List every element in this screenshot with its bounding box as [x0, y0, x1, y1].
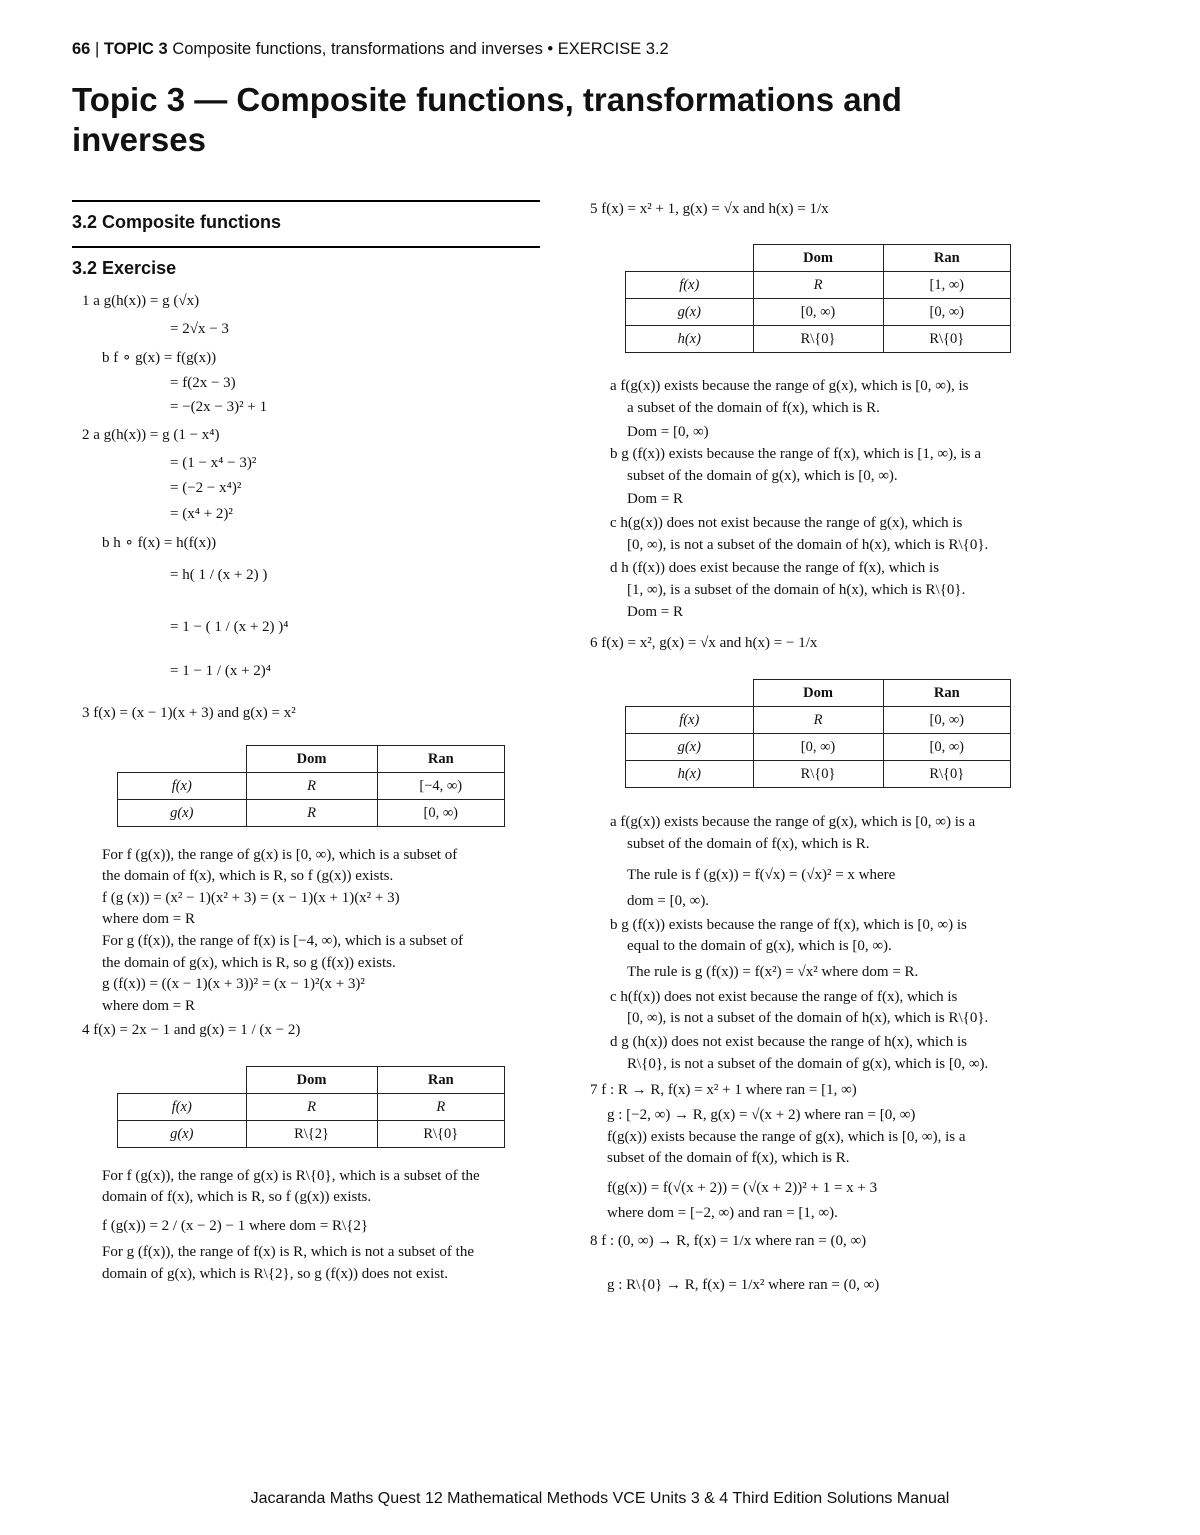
q2b-line-2: = h( 1 / (x + 2) ) — [170, 567, 268, 583]
q5-head: 5 f(x) = x² + 1, g(x) = √x and h(x) = 1/x — [590, 201, 829, 217]
table-header-ran: Ran — [883, 245, 1011, 272]
q3-text-line: the domain of g(x), which is R, so g (f(x)) exists. — [102, 955, 396, 971]
q5-text-line: Dom = R — [627, 604, 683, 620]
q3-head: 3 f(x) = (x − 1)(x + 3) and g(x) = x² — [82, 705, 296, 721]
table-row — [626, 272, 1011, 299]
q7-text-line: subset of the domain of f(x), which is R. — [607, 1150, 850, 1166]
q6-text-line: The rule is f (g(x)) = f(√x) = (√x)² = x where — [627, 867, 896, 883]
table-header-row — [118, 746, 505, 773]
table-row — [626, 734, 1011, 761]
q6-text-line: The rule is g (f(x)) = f(x²) = √x² where dom = R. — [627, 964, 919, 980]
q4-head: 4 f(x) = 2x − 1 and g(x) = 1 / (x − 2) — [82, 1022, 301, 1038]
q2b-line-1: b h ∘ f(x) = h(f(x)) — [102, 535, 217, 551]
table-header-row — [626, 245, 1011, 272]
table-corner — [626, 245, 754, 272]
table-cell: [0, ∞) — [753, 734, 883, 761]
table-row — [626, 707, 1011, 734]
q3-text-line: For f (g(x)), the range of g(x) is [0, ∞), which is a subset of — [102, 847, 458, 863]
table-cell: [0, ∞) — [883, 734, 1011, 761]
q7-text-line: f(g(x)) = f(√(x + 2)) = (√(x + 2))² + 1 = x + 3 — [607, 1180, 878, 1196]
table-cell: f(x) — [626, 272, 754, 299]
table-cell: g(x) — [118, 1121, 247, 1148]
table-row — [118, 800, 505, 827]
table-row — [626, 326, 1011, 353]
table-cell: R — [377, 1094, 505, 1121]
page-number: 66 — [72, 40, 91, 58]
table-cell: g(x) — [626, 299, 754, 326]
q2a-line-4: = (x⁴ + 2)² — [170, 506, 233, 522]
section-rule-top — [72, 200, 540, 202]
topic-label: TOPIC 3 — [103, 40, 168, 58]
q6-text-line: c h(f(x)) does not exist because the range of f(x), which is — [610, 989, 958, 1005]
q3-text-line: For g (f(x)), the range of f(x) is [−4, ∞), which is a subset of — [102, 933, 464, 949]
table-q5 — [625, 244, 1011, 353]
table-cell: g(x) — [626, 734, 754, 761]
q7-text-line: where dom = [−2, ∞) and ran = [1, ∞). — [607, 1205, 838, 1221]
table-row — [118, 773, 505, 800]
table-header-row — [118, 1067, 505, 1094]
q5-text-line: a f(g(x)) exists because the range of g(x), which is [0, ∞), is — [610, 378, 969, 394]
q4-text-line: For g (f(x)), the range of f(x) is R, which is not a subset of the — [102, 1244, 474, 1260]
table-row — [626, 761, 1011, 788]
q2a-line-2: = (1 − x⁴ − 3)² — [170, 455, 257, 471]
q1b-line-3: = −(2x − 3)² + 1 — [170, 399, 268, 415]
q5-text-line: a subset of the domain of f(x), which is R. — [627, 400, 880, 416]
table-cell: R\{2} — [246, 1121, 377, 1148]
running-header: 66 | TOPIC 3 Composite functions, transformations and inverses • EXERCISE 3.2 — [72, 40, 669, 58]
table-corner — [118, 1067, 247, 1094]
table-cell: R — [246, 1094, 377, 1121]
q3-text-line: where dom = R — [102, 911, 196, 927]
table-row — [626, 299, 1011, 326]
q8-text-line: 8 f : (0, ∞) → R, f(x) = 1/x where ran = (0, ∞) — [590, 1233, 867, 1249]
q7-text-line: f(g(x)) exists because the range of g(x), which is [0, ∞), is a — [607, 1129, 966, 1145]
q2a-line-1: 2 a g(h(x)) = g (1 − x⁴) — [82, 427, 220, 443]
q6-text-line: b g (f(x)) exists because the range of f(x), which is [0, ∞) is — [610, 917, 967, 933]
table-cell: [0, ∞) — [883, 707, 1011, 734]
table-cell: [1, ∞) — [883, 272, 1011, 299]
table-cell: [0, ∞) — [377, 800, 505, 827]
q4-text-line: domain of g(x), which is R\{2}, so g (f(x)) does not exist. — [102, 1266, 449, 1282]
table-q3 — [117, 745, 505, 827]
q6-text-line: d g (h(x)) does not exist because the range of h(x), which is — [610, 1034, 967, 1050]
table-cell: [−4, ∞) — [377, 773, 505, 800]
q6-text-line: subset of the domain of f(x), which is R. — [627, 836, 870, 852]
table-cell: R\{0} — [883, 761, 1011, 788]
table-cell: [0, ∞) — [753, 299, 883, 326]
q1a-line-2: = 2√x − 3 — [170, 321, 229, 337]
q5-text-line: Dom = R — [627, 491, 683, 507]
q4-text-line: For f (g(x)), the range of g(x) is R\{0}, which is a subset of the — [102, 1168, 480, 1184]
q6-text-line: a f(g(x)) exists because the range of g(x), which is [0, ∞) is a — [610, 814, 976, 830]
q4-text-line: domain of f(x), which is R, so f (g(x)) exists. — [102, 1189, 372, 1205]
q4-text-line: f (g(x)) = 2 / (x − 2) − 1 where dom = R\{2} — [102, 1218, 369, 1234]
q6-head: 6 f(x) = x², g(x) = √x and h(x) = − 1/x — [590, 635, 818, 651]
table-cell: R\{0} — [753, 326, 883, 353]
table-header-ran: Ran — [377, 1067, 505, 1094]
table-q4 — [117, 1066, 505, 1148]
q3-text-line: g (f(x)) = ((x − 1)(x + 3))² = (x − 1)²(x + 3)² — [102, 976, 365, 992]
exercise-heading: 3.2 Exercise — [72, 258, 177, 278]
table-cell: R — [753, 707, 883, 734]
q2a-line-3: = (−2 − x⁴)² — [170, 480, 242, 496]
table-cell: g(x) — [118, 800, 247, 827]
table-header-dom: Dom — [753, 245, 883, 272]
q5-text-line: b g (f(x)) exists because the range of f(x), which is [1, ∞), is a — [610, 446, 981, 462]
table-cell: f(x) — [118, 773, 247, 800]
table-cell: R\{0} — [377, 1121, 505, 1148]
q7-text-line: 7 f : R → R, f(x) = x² + 1 where ran = [1, ∞) — [590, 1082, 857, 1098]
q5-text-line: [0, ∞), is not a subset of the domain of h(x), which is R\{0}. — [627, 537, 989, 553]
table-cell: R\{0} — [883, 326, 1011, 353]
q5-text-line: d h (f(x)) does exist because the range of f(x), which is — [610, 560, 940, 576]
section-rule-bottom — [72, 246, 540, 248]
q3-text-line: the domain of f(x), which is R, so f (g(x)) exists. — [102, 868, 394, 884]
table-q6 — [625, 679, 1011, 788]
q5-text-line: [1, ∞), is a subset of the domain of h(x), which is R\{0}. — [627, 582, 966, 598]
table-header-dom: Dom — [246, 746, 377, 773]
table-cell: f(x) — [626, 707, 754, 734]
q3-text-line: f (g (x)) = (x² − 1)(x² + 3) = (x − 1)(x + 1)(x² + 3) — [102, 890, 400, 906]
table-row — [118, 1121, 505, 1148]
table-cell: h(x) — [626, 761, 754, 788]
q6-text-line: [0, ∞), is not a subset of the domain of h(x), which is R\{0}. — [627, 1010, 989, 1026]
q7-text-line: g : [−2, ∞) → R, g(x) = √(x + 2) where ran = [0, ∞) — [607, 1107, 916, 1123]
header-rest: Composite functions, transformations and inverses • EXERCISE 3.2 — [172, 40, 669, 58]
table-corner — [626, 680, 754, 707]
table-row — [118, 1094, 505, 1121]
q8-text-line: g : R\{0} → R, f(x) = 1/x² where ran = (0, ∞) — [607, 1277, 880, 1293]
table-cell: R — [246, 773, 377, 800]
q5-text-line: subset of the domain of g(x), which is [0, ∞). — [627, 468, 898, 484]
table-cell: h(x) — [626, 326, 754, 353]
table-cell: R\{0} — [753, 761, 883, 788]
page-title: Topic 3 — Composite functions, transformations and inverses — [72, 81, 902, 158]
table-cell: f(x) — [118, 1094, 247, 1121]
section-heading: 3.2 Composite functions — [72, 212, 282, 232]
table-cell: [0, ∞) — [883, 299, 1011, 326]
table-corner — [118, 746, 247, 773]
table-header-dom: Dom — [246, 1067, 377, 1094]
table-header-ran: Ran — [377, 746, 505, 773]
q1a-line-1: 1 a g(h(x)) = g (√x) — [82, 293, 200, 309]
table-cell: R — [246, 800, 377, 827]
q6-text-line: R\{0}, is not a subset of the domain of g(x), which is [0, ∞). — [627, 1056, 989, 1072]
q1b-line-2: = f(2x − 3) — [170, 375, 236, 391]
table-header-row — [626, 680, 1011, 707]
table-cell: R — [753, 272, 883, 299]
q5-text-line: c h(g(x)) does not exist because the range of g(x), which is — [610, 515, 963, 531]
q2b-line-3: = 1 − ( 1 / (x + 2) )⁴ — [170, 619, 289, 635]
q6-text-line: dom = [0, ∞). — [627, 893, 710, 909]
q2b-line-4: = 1 − 1 / (x + 2)⁴ — [170, 663, 272, 679]
q5-text-line: Dom = [0, ∞) — [627, 424, 709, 440]
page-footer: Jacaranda Maths Quest 12 Mathematical Methods VCE Units 3 & 4 Third Edition Solutions Manual — [250, 1490, 950, 1507]
table-header-ran: Ran — [883, 680, 1011, 707]
q1b-line-1: b f ∘ g(x) = f(g(x)) — [102, 350, 217, 366]
q3-text-line: where dom = R — [102, 998, 196, 1014]
q6-text-line: equal to the domain of g(x), which is [0, ∞). — [627, 938, 892, 954]
table-header-dom: Dom — [753, 680, 883, 707]
